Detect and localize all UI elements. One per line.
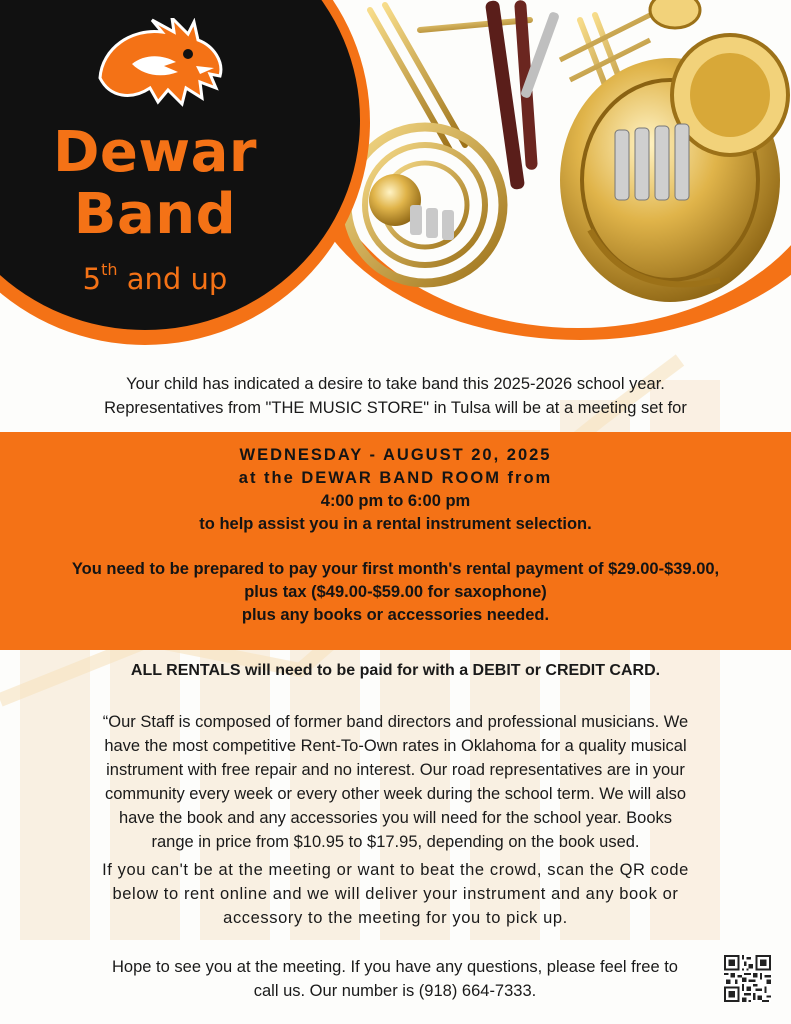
payment-line-3: plus any books or accessories needed. (241, 606, 550, 624)
closing-line-1: Hope to see you at the meeting. If you have any questions, please feel free to (112, 958, 678, 976)
rentals-payment-note: ALL RENTALS will need to be paid for with a DEBIT or CREDIT CARD. (130, 662, 661, 679)
title-line-1: Dewar (52, 120, 258, 185)
quote-line: “Our Staff is composed of former band directors and professional musicians. We (102, 713, 689, 731)
brass-instruments-image (330, 0, 791, 320)
quote-line: community every week or every other week during the school term. We will also (104, 785, 687, 803)
online-line: If you can't be at the meeting or want to beat the crowd, scan the QR code (102, 861, 689, 879)
quote-line: instrument with free repair and no interest. Our road representatives are in your (106, 761, 685, 779)
payment-line-2: plus tax ($49.00-$59.00 for saxophone) (244, 583, 547, 601)
meeting-details-banner (0, 432, 791, 650)
qr-code-icon[interactable] (724, 955, 771, 1002)
meeting-purpose: to help assist you in a rental instrument selection. (199, 515, 592, 533)
subtitle (30, 262, 280, 296)
online-line: below to rent online and we will deliver your instrument and any book or (112, 885, 679, 903)
intro-text (0, 372, 791, 420)
store-quote (50, 710, 741, 854)
meeting-time: 4:00 pm to 6:00 pm (320, 492, 471, 510)
online-line: accessory to the meeting for you to pick up. (223, 909, 568, 927)
quote-line: have the most competitive Rent-To-Own rates in Oklahoma for a quality musical (104, 737, 687, 755)
subtitle-ordinal: th (101, 260, 118, 279)
page-title (30, 122, 280, 246)
header (0, 0, 791, 360)
intro-line-1: Your child has indicated a desire to take band this 2025-2026 school year. (126, 375, 665, 393)
intro-line-2: Representatives from "THE MUSIC STORE" in Tulsa will be at a meeting set for (104, 399, 687, 417)
subtitle-rest: and up (117, 262, 228, 296)
quote-line: range in price from $10.95 to $17.95, depending on the book used. (151, 833, 640, 851)
meeting-date: WEDNESDAY - AUGUST 20, 2025 (239, 446, 552, 464)
quote-line: have the book and any accessories you will need for the school year. Books (118, 809, 673, 827)
meeting-location: at the DEWAR BAND ROOM from (238, 469, 553, 487)
closing-text (70, 955, 720, 1003)
title-line-2: Band (73, 182, 237, 247)
closing-line-2: call us. Our number is (918) 664-7333. (253, 982, 537, 1000)
online-rental-text (40, 858, 751, 930)
subtitle-grade: 5 (82, 262, 102, 296)
payment-line-1: You need to be prepared to pay your first month's rental payment of $29.00-$39.00, (71, 560, 720, 578)
dragon-mascot-icon (92, 18, 227, 110)
